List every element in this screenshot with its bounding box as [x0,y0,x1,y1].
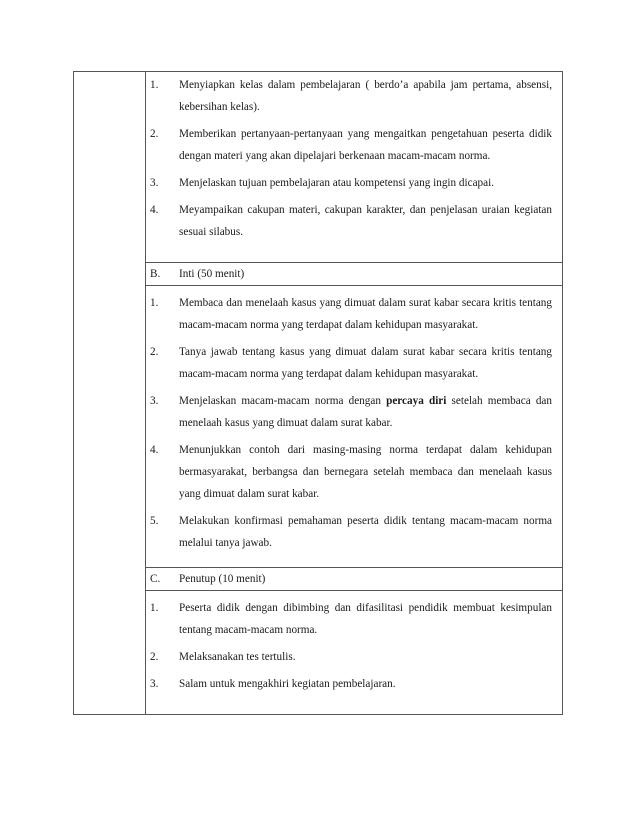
section-title: Inti (50 menit) [179,268,245,280]
item-number: 3. [150,177,159,189]
item-text-after: setelah membaca dan menelaah kasus yang dimuat dalam surat kabar. [179,395,552,429]
item-text-before: Menjelaskan macam-macam norma dengan [179,395,387,407]
item-number: 3. [150,395,159,407]
item-number: 4. [150,444,159,456]
list-item [146,123,556,167]
item-text: Meyampaikan cakupan materi, cakupan karakter, dan penjelasan uraian kegiatan sesuai silabus. [179,204,552,238]
item-number: 5. [150,515,159,527]
item-text: Melaksanakan tes tertulis. [179,651,296,663]
item-number: 1. [150,79,159,91]
lesson-plan-table [73,71,563,715]
opening-section [146,72,562,263]
list-item [146,510,556,554]
list-item [146,292,556,336]
section-label: C. [150,573,161,585]
list-item [146,172,556,194]
section-header [146,263,562,286]
bold-phrase: percaya diri [386,395,447,407]
item-number: 2. [150,651,159,663]
item-text: Membaca dan menelaah kasus yang dimuat dalam surat kabar secara kritis tentang macam-macam norma yang terdapat dalam kehidupan masyarakat. [179,297,552,331]
item-text [179,390,556,434]
item-number: 2. [150,128,159,140]
list-item [146,597,556,641]
item-number: 2. [150,346,159,358]
item-number: 4. [150,204,159,216]
item-text: Menunjukkan contoh dari masing-masing norma terdapat dalam kehidupan bermasyarakat, berbangsa dan bernegara setelah membaca dan menelaah kasus yang dimuat dalam surat kabar. [179,444,552,500]
item-text: Melakukan konfirmasi pemahaman peserta didik tentang macam-macam norma melalui tanya jawab. [179,515,552,549]
list-item [146,646,556,668]
list-item [146,74,556,118]
inti-section [146,263,562,568]
item-text: Salam untuk mengakhiri kegiatan pembelajaran. [179,678,396,690]
list-item [146,390,556,434]
list-item [146,673,556,695]
list-item [146,439,556,505]
penutup-section [146,568,562,714]
item-text: Memberikan pertanyaan-pertanyaan yang mengaitkan pengetahuan peserta didik dengan materi yang akan dipelajari berkenaan macam-macam norma. [179,128,552,162]
section-header [146,568,562,591]
item-number: 3. [150,678,159,690]
section-label: B. [150,268,161,280]
item-text: Menjelaskan tujuan pembelajaran atau kompetensi yang ingin dicapai. [179,177,495,189]
left-empty-column [74,72,146,715]
item-number: 1. [150,297,159,309]
item-text: Tanya jawab tentang kasus yang dimuat dalam surat kabar secara kritis tentang macam-macam norma yang terdapat dalam kehidupan masyarakat. [179,346,552,380]
list-item [146,341,556,385]
section-title: Penutup (10 menit) [179,573,266,585]
list-item [146,199,556,243]
item-text: Menyiapkan kelas dalam pembelajaran ( berdo’a apabila jam pertama, absensi, kebersihan kelas). [179,79,552,113]
item-text: Peserta didik dengan dibimbing dan difasilitasi pendidik membuat kesimpulan tentang macam-macam norma. [179,602,552,636]
activities-column [146,72,563,715]
item-number: 1. [150,602,159,614]
